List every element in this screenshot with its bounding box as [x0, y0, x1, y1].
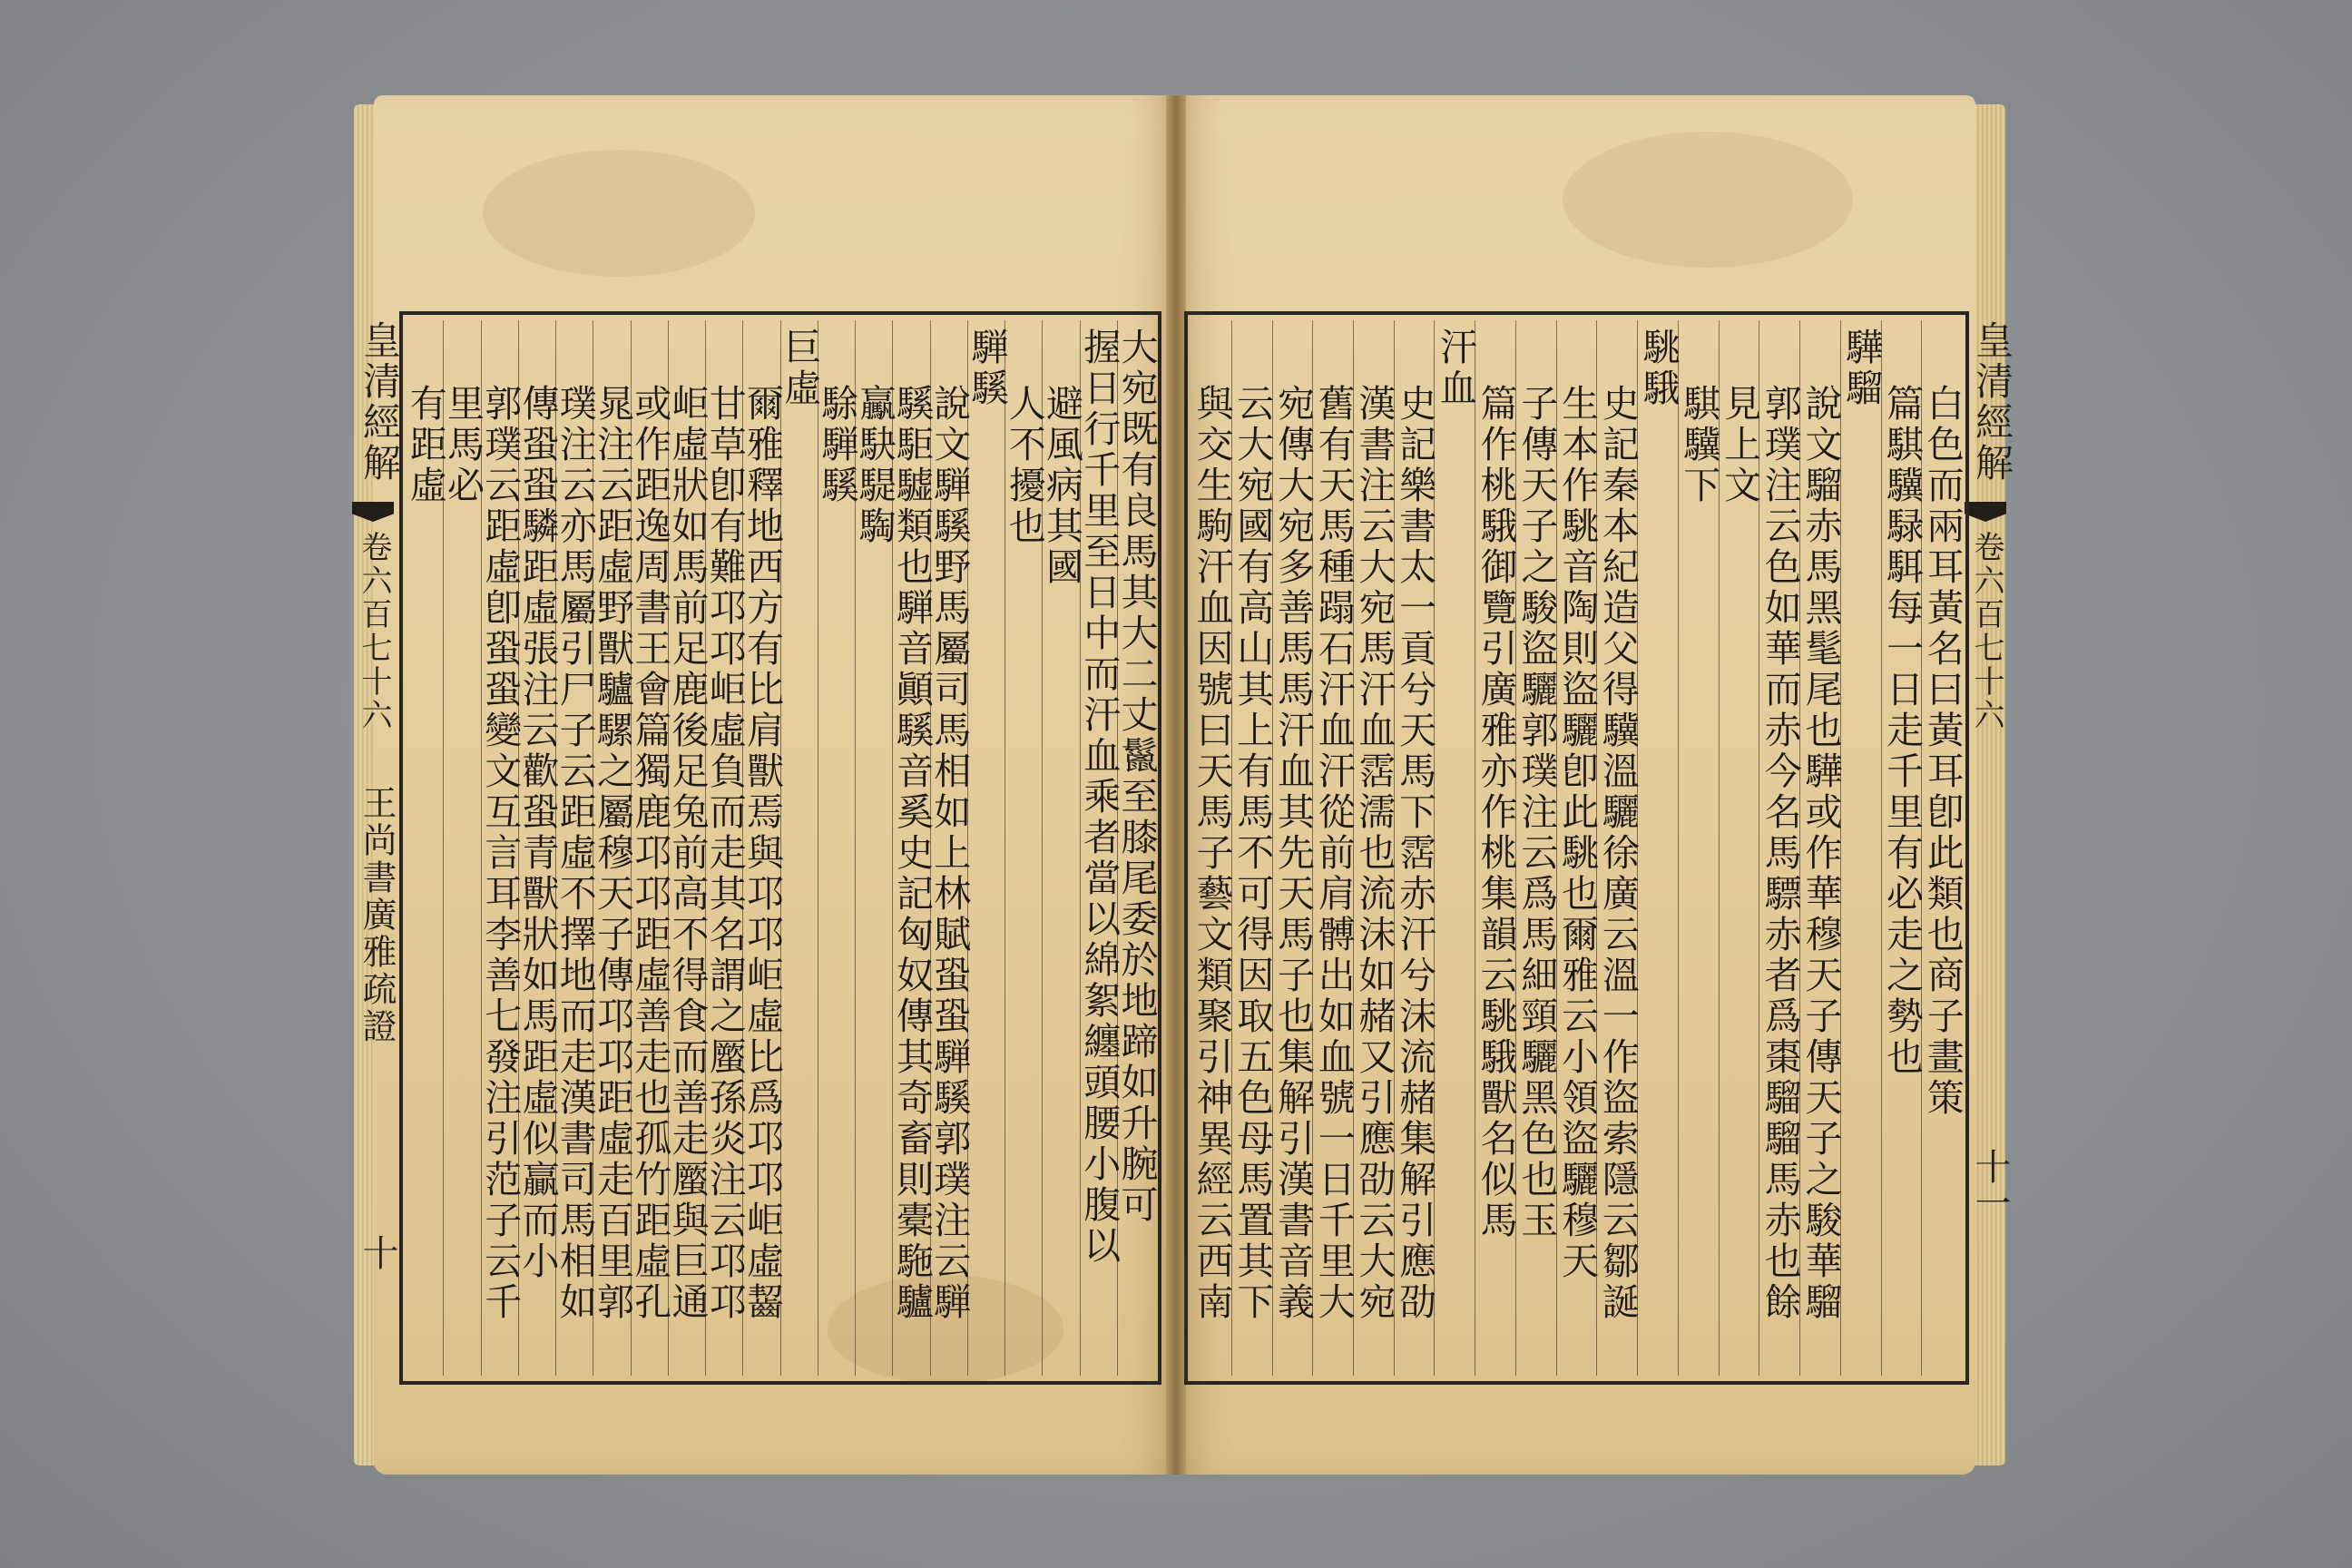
- right-column-text: 與交生駒汗血因號曰天馬子藝文類聚引神異經云西南: [1190, 384, 1234, 1323]
- left-column: [628, 320, 672, 1376]
- left-column-text: 璞注云亦馬屬引尸子云距虛不擇地而走漢書司馬相如: [553, 384, 597, 1323]
- right-columns: [1190, 320, 1965, 1376]
- right-column-text: 說文騮赤馬黑髦尾也驊或作華穆天子傳天子之駿華騮: [1798, 384, 1843, 1323]
- right-column-text: 白色而兩耳黃名曰黃耳卽此類也商子畫策: [1920, 384, 1965, 1119]
- right-column-text: 舊有天馬種蹋石汗血汗從前肩髆出如血號一日千里大: [1311, 384, 1356, 1323]
- left-columns: [403, 320, 1159, 1376]
- right-column: [1353, 320, 1394, 1376]
- left-column: [702, 320, 747, 1376]
- paper-stain: [1563, 132, 1853, 268]
- right-column: [1272, 320, 1313, 1376]
- open-book: [354, 95, 2014, 1479]
- right-column: [1839, 320, 1884, 1376]
- right-column: [1718, 320, 1762, 1376]
- left-banxin-volume: 卷六百七十六: [356, 531, 392, 732]
- right-column: [1474, 320, 1518, 1376]
- left-column-text: 避風病其國: [1039, 384, 1083, 588]
- left-text-frame: [399, 311, 1161, 1385]
- right-column: [1678, 320, 1719, 1376]
- left-column-text: 握日行千里至日中而汗血乘者當以綿絮纏頭腰小腹以: [1077, 328, 1122, 1267]
- right-column-text: 見上文: [1718, 384, 1762, 506]
- left-column-text: 爾雅釋地西方有比肩獸焉與邛邛岠虛比爲邛邛岠虛齧: [740, 384, 784, 1323]
- left-column: [440, 320, 485, 1376]
- right-column: [1394, 320, 1435, 1376]
- left-column-text: 有距虛: [403, 384, 447, 506]
- right-text-frame: [1184, 311, 1969, 1385]
- right-column-text: 宛傳大宛多善馬馬汗血其先天馬子也集解引漢書音義: [1270, 384, 1315, 1323]
- left-column-text: 騨騱: [965, 328, 1009, 409]
- left-column-text: 傳蛩蛩驎距虛張注云歡蛩青獸狀如馬距虛似贏而小: [515, 384, 560, 1282]
- left-column: [927, 320, 972, 1376]
- left-banxin-author-work: 王尚書廣雅疏證: [357, 785, 397, 1045]
- right-column-text: 郭璞注云色如華而赤今名馬驃赤者爲棗騮騮馬赤也餘: [1758, 384, 1802, 1323]
- left-column: [778, 320, 822, 1376]
- right-column: [1230, 320, 1275, 1376]
- left-column-text: 里馬必: [440, 384, 485, 506]
- right-column-text: 史記秦本紀造父得驥溫驪徐廣云溫一作盜索隱云鄒誕: [1595, 384, 1640, 1323]
- left-column: [515, 320, 560, 1376]
- right-column: [1636, 320, 1681, 1376]
- left-column-text: 說文騨騱野馬屬司馬相如上林賦蛩蛩騨騱郭璞注云騨: [927, 384, 972, 1323]
- left-column: [740, 320, 784, 1376]
- left-column-text: 巨虛: [778, 328, 822, 409]
- right-column-text: 駣騀: [1636, 328, 1681, 409]
- right-leaf-number: 十一: [1969, 1148, 2011, 1220]
- book-gutter: [1166, 95, 1186, 1475]
- left-column: [403, 320, 447, 1376]
- right-column: [1555, 320, 1600, 1376]
- right-column-text: 篇騏驥騄駬每一日走千里有必走之勢也: [1879, 384, 1924, 1078]
- right-column: [1311, 320, 1356, 1376]
- left-column-text: 駼騨騱: [815, 384, 859, 506]
- right-column-text: 云大宛國有高山其上有馬不可得因取五色母馬置其下: [1230, 384, 1275, 1323]
- left-column: [815, 320, 859, 1376]
- left-leaf-number: 十: [357, 1234, 398, 1270]
- left-column: [1039, 320, 1083, 1376]
- right-column: [1920, 320, 1965, 1376]
- right-column: [1595, 320, 1640, 1376]
- left-column-text: 驘駃騠騊: [852, 384, 897, 547]
- left-column-text: 人不擾也: [1002, 384, 1046, 547]
- right-column: [1881, 320, 1922, 1376]
- right-column: [1758, 320, 1802, 1376]
- left-column: [1002, 320, 1046, 1376]
- left-column: [665, 320, 710, 1376]
- right-column-text: 篇作桃騀御覽引廣雅亦作桃集韻云駣騀獸名似馬: [1474, 384, 1518, 1241]
- paper-stain: [483, 150, 755, 277]
- left-column: [478, 320, 523, 1376]
- right-column-text: 驊騮: [1839, 328, 1884, 409]
- left-column-text: 岠虛狀如馬前足鹿後足兔前高不得食而善走蟨與巨通: [665, 384, 710, 1323]
- right-column-text: 汗血: [1433, 328, 1477, 409]
- right-column-text: 生本作駣音陶則盜驪卽此駣也爾雅云小領盜驪穆天: [1555, 384, 1600, 1282]
- left-column: [965, 320, 1009, 1376]
- left-column: [1114, 320, 1159, 1376]
- left-column-text: 大宛既有良馬其大二丈鬣至膝尾委於地蹄如升腕可: [1114, 328, 1159, 1226]
- left-column-text: 晁注云距虛野獸驢騾之屬穆天子傳邛邛距虛走百里郭: [590, 384, 634, 1323]
- left-column-text: 郭璞云距虛卽蛩蛩變文互言耳李善七發注引范子云千: [478, 384, 523, 1323]
- right-column: [1798, 320, 1843, 1376]
- left-column: [889, 320, 934, 1376]
- right-column: [1434, 320, 1475, 1376]
- left-column-text: 或作距逸周書王會篇獨鹿邛邛距虛善走也孤竹距虛孔: [628, 384, 672, 1323]
- left-column-text: 騱駏驉類也騨音顚騱音奚史記匈奴傳其奇畜則橐駞驢: [889, 384, 934, 1323]
- left-column: [590, 320, 634, 1376]
- left-column: [553, 320, 597, 1376]
- right-banxin-book-title: 皇清經解: [1970, 320, 2014, 484]
- left-column-text: 甘草卽有難邛邛岠虛負而走其名謂之蟨孫炎注云邛邛: [702, 384, 747, 1323]
- left-banxin-book-title: 皇清經解: [358, 320, 402, 484]
- right-column: [1190, 320, 1234, 1376]
- right-column-text: 騏驥下: [1677, 384, 1721, 506]
- right-column-text: 史記樂書太一貢兮天馬下霑赤汗兮沫流赭集解引應劭: [1393, 384, 1437, 1323]
- left-column: [1077, 320, 1122, 1376]
- right-column-text: 漢書注云大宛馬汗血霑濡也流沫如赭又引應劭云大宛: [1352, 384, 1396, 1323]
- right-banxin-volume: 卷六百七十六: [1968, 531, 2004, 732]
- right-column: [1514, 320, 1559, 1376]
- right-column-text: 子傳天子之駿盜驪郭璞注云爲馬細頸驪黑色也玉: [1514, 384, 1559, 1241]
- left-column: [852, 320, 897, 1376]
